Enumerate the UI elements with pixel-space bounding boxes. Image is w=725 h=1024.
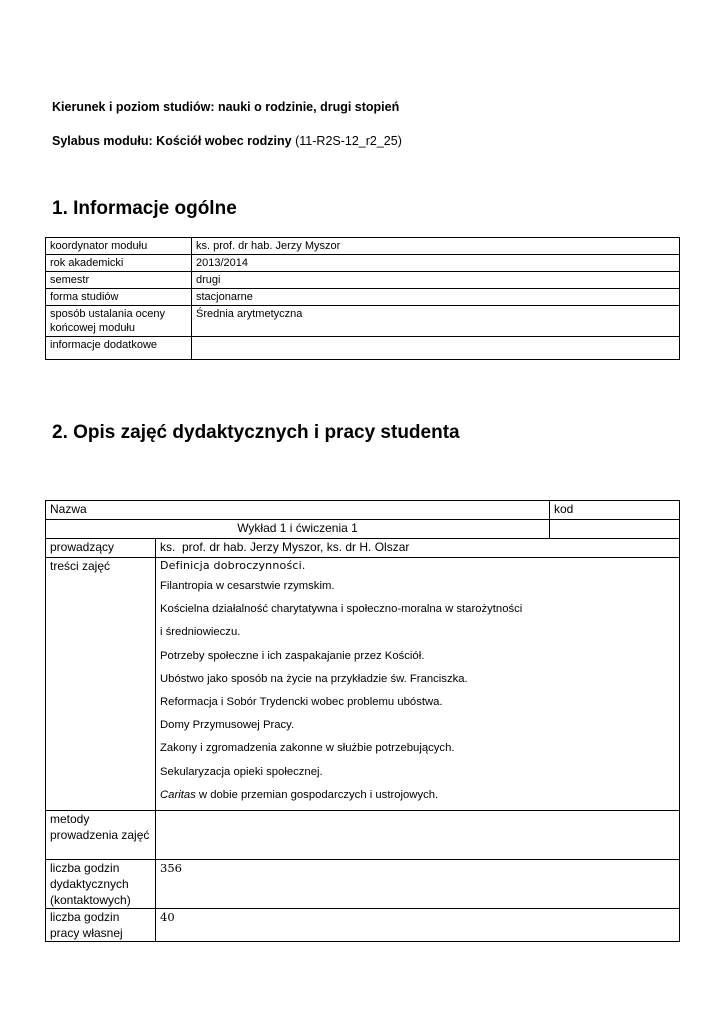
list-item: Potrzeby społeczne i ich zaspakajanie przez Kościół. bbox=[160, 649, 425, 662]
table-row bbox=[46, 501, 680, 520]
table-row bbox=[46, 289, 680, 306]
row-label: rok akademicki bbox=[46, 255, 192, 272]
metody-label: metody prowadzenia zajęć bbox=[46, 811, 156, 860]
caritas-rest: w dobie przemian gospodarczych i ustrojowych. bbox=[195, 788, 439, 801]
table-row bbox=[46, 558, 680, 811]
table-row bbox=[46, 272, 680, 289]
sylabus-line bbox=[52, 134, 402, 148]
godziny-label: liczba godzin dydaktycznych (kontaktowych) bbox=[46, 860, 156, 909]
row-label: sposób ustalania oceny końcowej modułu bbox=[46, 306, 192, 337]
list-item: Sekularyzacja opieki społecznej. bbox=[160, 765, 323, 778]
praca-value: 40 bbox=[156, 909, 680, 942]
table-row bbox=[46, 811, 680, 860]
list-item: Kościelna działalność charytatywna i społeczno-moralna w starożytności bbox=[160, 603, 523, 616]
table-row bbox=[46, 909, 680, 942]
tresci-label: treści zajęć bbox=[46, 558, 156, 811]
row-value: 2013/2014 bbox=[192, 255, 680, 272]
section1-heading: 1. Informacje ogólne bbox=[52, 198, 237, 219]
row-value: drugi bbox=[192, 272, 680, 289]
prowadzacy-label: prowadzący bbox=[46, 539, 156, 558]
list-item: Zakony i zgromadzenia zakonne w służbie potrzebujących. bbox=[160, 742, 455, 755]
list-item: i średniowieczu. bbox=[160, 626, 241, 639]
caritas-word: Caritas bbox=[160, 788, 196, 801]
nazwa-label: Nazwa bbox=[46, 501, 550, 520]
metody-value bbox=[156, 811, 680, 860]
table-row bbox=[46, 238, 680, 255]
general-info-table bbox=[45, 237, 680, 360]
list-item: Ubóstwo jako sposób na życie na przykładzie św. Franciszka. bbox=[160, 672, 468, 685]
row-value: Średnia arytmetyczna bbox=[192, 306, 680, 337]
row-label: semestr bbox=[46, 272, 192, 289]
row-value: ks. prof. dr hab. Jerzy Myszor bbox=[192, 238, 680, 255]
kierunek-line: Kierunek i poziom studiów: nauki o rodzinie, drugi stopień bbox=[52, 100, 400, 114]
prowadzacy-value: ks. prof. dr hab. Jerzy Myszor, ks. dr H. Olszar bbox=[156, 539, 680, 558]
list-item: Filantropia w cesarstwie rzymskim. bbox=[160, 580, 335, 592]
row-label: informacje dodatkowe bbox=[46, 337, 192, 360]
row-label: koordynator modułu bbox=[46, 238, 192, 255]
praca-label: liczba godzin pracy własnej bbox=[46, 909, 156, 942]
table-row bbox=[46, 860, 680, 909]
list-item: Reformacja i Sobór Trydencki wobec problemu ubóstwa. bbox=[160, 695, 443, 708]
course-name: Wykład 1 i ćwiczenia 1 bbox=[46, 520, 550, 539]
sylabus-title: Sylabus modułu: Kościół wobec rodziny bbox=[52, 134, 292, 148]
row-value bbox=[192, 337, 680, 360]
table-row bbox=[46, 255, 680, 272]
table-row bbox=[46, 337, 680, 360]
row-label: forma studiów bbox=[46, 289, 192, 306]
sylabus-code: (11-R2S-12_r2_25) bbox=[295, 134, 402, 148]
course-table bbox=[45, 500, 680, 942]
list-item: Domy Przymusowej Pracy. bbox=[160, 719, 295, 732]
list-item bbox=[160, 787, 675, 810]
course-code bbox=[550, 520, 680, 539]
row-value: stacjonarne bbox=[192, 289, 680, 306]
tresci-list bbox=[156, 558, 680, 811]
godziny-value: 356 bbox=[156, 860, 680, 909]
section2-heading: 2. Opis zajęć dydaktycznych i pracy studenta bbox=[52, 422, 460, 443]
list-item: Definicja dobroczynności. bbox=[160, 559, 306, 572]
table-row bbox=[46, 520, 680, 539]
kod-label: kod bbox=[550, 501, 680, 520]
table-row bbox=[46, 539, 680, 558]
table-row bbox=[46, 306, 680, 337]
